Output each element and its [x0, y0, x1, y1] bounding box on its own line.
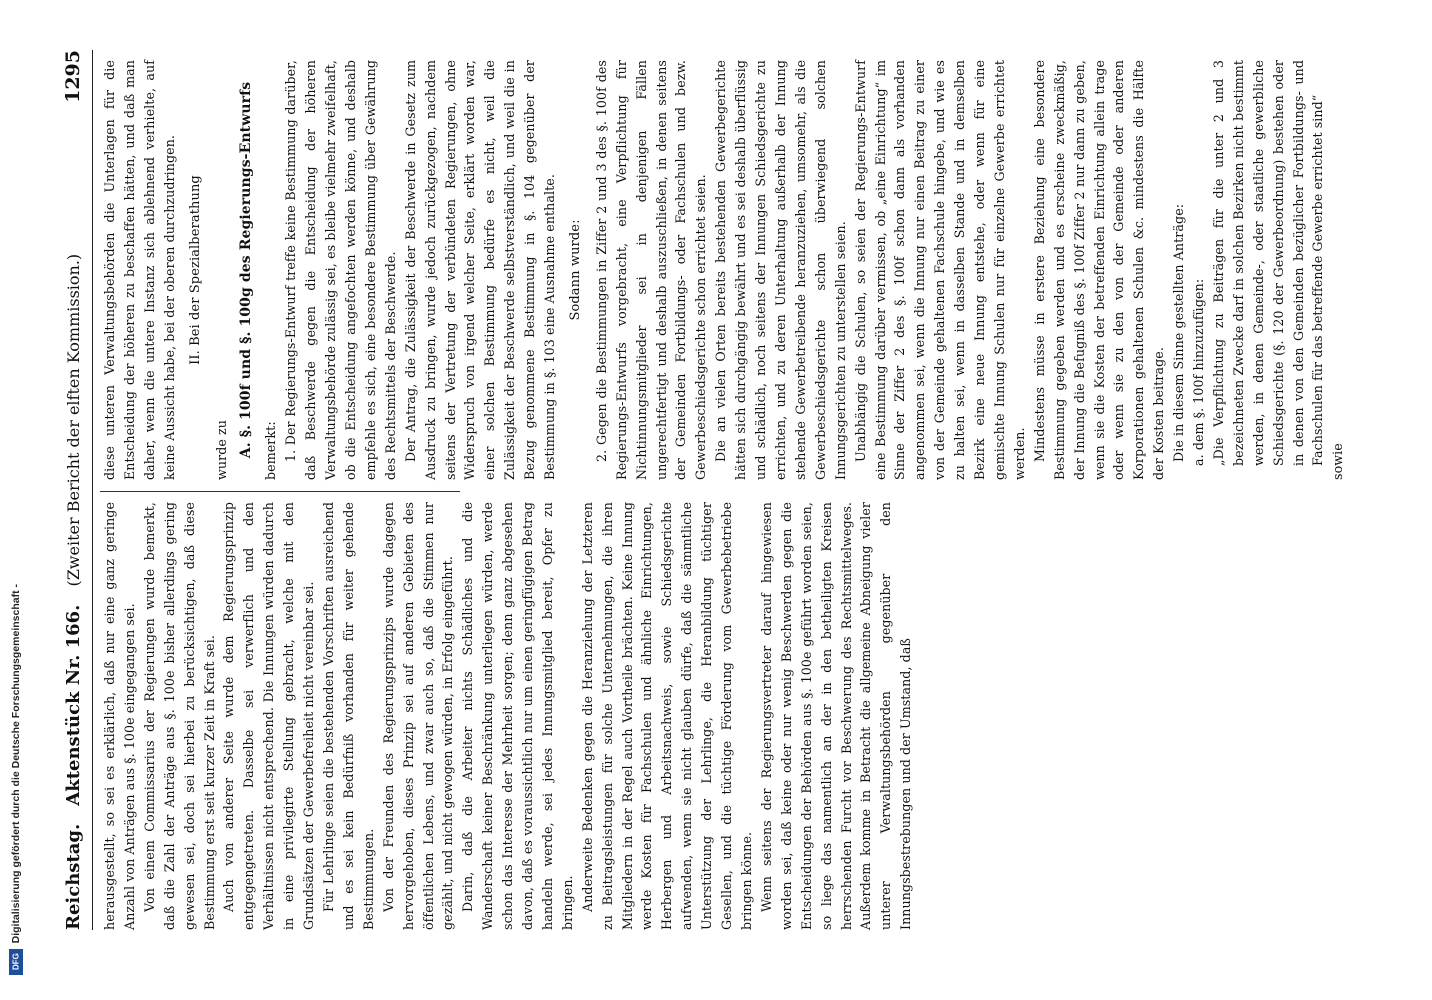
- paragraph: Sodann wurde:: [567, 219, 583, 321]
- paragraph: wurde zu: [213, 420, 229, 480]
- paragraph: Wenn seitens der Regierungsvertreter darauf hingewiesen worden sei, daß keine oder nur wenig Beschwerden gegen die Entscheidungen der Behörden aus §. 100e geführt worden seien, so liege das namentlich an der in den betheiligten Kreisen herrschenden Furcht vor Beschwerung des Rechtsmittelweges. Außerdem komme in Betracht die allgemeine Abneigung vieler unterer Verwaltungsbehörden gegenüber den Innungsbestrebungen und der Umstand, daß: [758, 502, 914, 930]
- paragraph: herausgestellt, so sei es erklärlich, daß nur eine ganz geringe Anzahl von Anträgen aus §. 100e eingegangen sei.: [102, 502, 137, 930]
- paragraph: diese unteren Verwaltungsbehörden die Unterlagen für die Entscheidung der höheren zu beschaffen hätten, und daß man daher, wenn die untere Instanz sich ablehnend verhielte, auf keine Aussicht habe, bei der oberen durchzudringen.: [102, 60, 177, 480]
- paragraph: Die an vielen Orten bereits bestehenden Gewerbegerichte hätten sich durchgängig bewährt und es sei deshalb überflüssig und schädlich, noch seitens der Innungen Schiedsgerichte zu errichten, und zu deren Unterhaltung außerhalb der Innung stehende Gewerbetreibende heranzuziehen, umsomehr, als die Gewerbeschiedsgerichte schon überwiegend solchen Innungsgerichten zu unterstellen seien.: [713, 60, 848, 480]
- left-column: [100, 502, 1310, 930]
- header-rule: [92, 50, 93, 930]
- paragraph: Anderweite Bedenken gegen die Heranziehung der Letzteren zu Beitragsleistungen für solche Unternehmungen, die ihren Mitgliedern in der Regel auch Vortheile brächten. Keine Innung werde Kosten für Fachschulen und ähnliche Einrichtungen, Herbergen und Arbeitsnachweis, sowie Schiedsgerichte aufwenden, wenn sie nicht glauben dürfe, daß die sämmtliche Unterstützung der Lehrlinge, die Heranbildung tüchtiger Gesellen, und die tüchtige Förderung vom Gewerbebetriebe bringen könne.: [579, 502, 754, 930]
- paragraph: Mindestens müsse in erstere Beziehung eine besondere Bestimmung gegeben werden und es erscheine zweckmäßig, der Innung die Befugniß des §. 100f Ziffer 2 nur dann zu geben, wenn sie die Kosten der betreffenden Einrichtung allein trage oder wenn sie zu den von der Gemeinde oder anderen Korporationen gehaltenen Schulen &c. mindestens die Hälfte der Kosten beitrage.: [1031, 60, 1167, 480]
- section-title: A. §. 100f und §. 100g des Regierungs-Entwurfs: [238, 81, 255, 459]
- paragraph: Auch von anderer Seite wurde dem Regierungsprinzip entgegengetreten. Dasselbe sei verwerflich und den Verhältnissen nicht entsprechend. Die Innungen würden dadurch in eine privilegirte Stellung gebracht, welche mit den Grundsätzen der Gewerbefreiheit nicht vereinbar sei.: [221, 502, 317, 930]
- paragraph: Von der Freunden des Regierungsprinzips wurde dagegen hervorgehoben, dieses Prinzip sei auf anderen Gebieten des öffentlichen Lebens, und zwar auch so, daß die Stimmen nur gezählt, und nicht gewogen würden, in Erfolg eingeführt.: [380, 502, 456, 930]
- paragraph: sowie: [1330, 443, 1346, 480]
- list-item: a. dem §. 100f hinzuzufügen:: [1191, 278, 1207, 466]
- header-subtitle: (Zweiter Bericht der elften Kommission.): [64, 253, 83, 587]
- paragraph: 2. Gegen die Bestimmungen in Ziffer 2 und 3 des §. 100f des Regierungs-Entwurfs vorgebracht, eine Verpflichtung für Nichtinnungsmitglieder sei in denjenigen Fällen ungerechtfertigt und deshalb auszuschließen, in denen seitens der Gemeinden Fortbildungs- oder Fachschulen und bezw. Gewerbeschiedsgerichte schon errichtet seien.: [593, 60, 709, 480]
- page-number: 1295: [62, 50, 84, 103]
- paragraph: Für Lehrlinge seien die bestehenden Vorschriften ausreichend und es sei kein Bedürfniß vorhanden für weiter gehende Bestimmungen.: [320, 502, 376, 930]
- paragraph: bemerkt:: [263, 421, 279, 480]
- column-divider: [100, 491, 460, 492]
- credit-text: Digitalisierung gefördert durch die Deutsche Forschungsgemeinschaft -: [10, 583, 22, 943]
- section-heading: II. Bei der Spezialberathung: [187, 175, 203, 365]
- paragraph: Unabhängig die Schulen, so seien der Regierungs-Entwurf eine Bestimmung darüber vermissen, ob „eine Einrichtung“ im Sinne der Ziffer 2 des §. 100f schon dann als vorhanden angenommen sei, wenn die Innung nur einen Beitrag zu einer von der Gemeinde gehaltenen Fachschule hingebe, und wie es zu halten sei, wenn in dasselben Stande und in demselben Bezirk eine neue Innung entstehe, oder wenn für eine gemischte Innung Schulen nur für einzelne Gewerbe errichtet werden.: [852, 60, 1027, 480]
- paragraph: Darin, daß die Arbeiter nichts Schädliches und die Wanderschaft keiner Beschränkung unterliegen würden, werde schon das Interesse der Mehrheit sorgen; denn ganz abgesehen davon, daß es voraussichtlich nur um einen geringfügigen Betrag handeln werde, sei jedes Innungsmitglied bereit, Opfer zu bringen.: [460, 502, 575, 930]
- right-column: [100, 60, 1346, 480]
- header-document: Aktenstück Nr. 166.: [63, 604, 84, 806]
- quote: „Die Verpflichtung zu Beiträgen für die unter 2 und 3 bezeichneten Zwecke darf in solchen Bezirken nicht bestimmt werden, in denen Gemeinde-, oder staatliche gewerbliche Schiedsgerichte (§. 120 der Gewerbeordnung) bestehen oder in denen von den Gemeinden bezüglicher Fortbildungs- und Fachschulen für das betreffende Gewerbe errichtet sind“: [1210, 60, 1326, 466]
- paragraph: Der Antrag, die Zulässigkeit der Beschwerde in Gesetz zum Ausdruck zu bringen, wurde jedoch zurückgezogen, nachdem seitens der Vertretung der verbündeten Regierungen, ohne Widerspruch von irgend welcher Seite, erklärt worden war, einer solchen Bestimmung bedürfe es nicht, weil die Zulässigkeit der Beschwerde selbstverständlich, und weil die in Bezug genommene Bestimmung in §. 104 gegenüber der Bestimmung in §. 103 eine Ausnahme enthalte.: [402, 60, 558, 480]
- page-header: [62, 50, 90, 930]
- paragraph: Von einem Commissarius der Regierungen wurde bemerkt, daß die Zahl der Anträge aus §. 100e bisher allerdings gering gewesen sei, doch sei hierbei zu berücksichtigen, daß diese Bestimmung erst seit kurzer Zeit in Kraft sei.: [141, 502, 217, 930]
- dfg-logo-icon: DFG: [9, 949, 23, 975]
- paragraph: 1. Der Regierungs-Entwurf treffe keine Bestimmung darüber, daß Beschwerde gegen die Entscheidung der höheren Verwaltungsbehörde zulässig sei, es bleibe vielmehr zweifelhaft, ob die Entscheidung angefochten werden könne, und deshalb empfehle es sich, eine besondere Bestimmung über Gewährung des Rechtsmittels der Beschwerde.: [283, 60, 398, 480]
- paragraph: Die in diesem Sinne gestellten Anträge:: [1171, 203, 1187, 462]
- digitization-credit: [8, 30, 24, 975]
- header-section: Reichstag.: [63, 823, 84, 930]
